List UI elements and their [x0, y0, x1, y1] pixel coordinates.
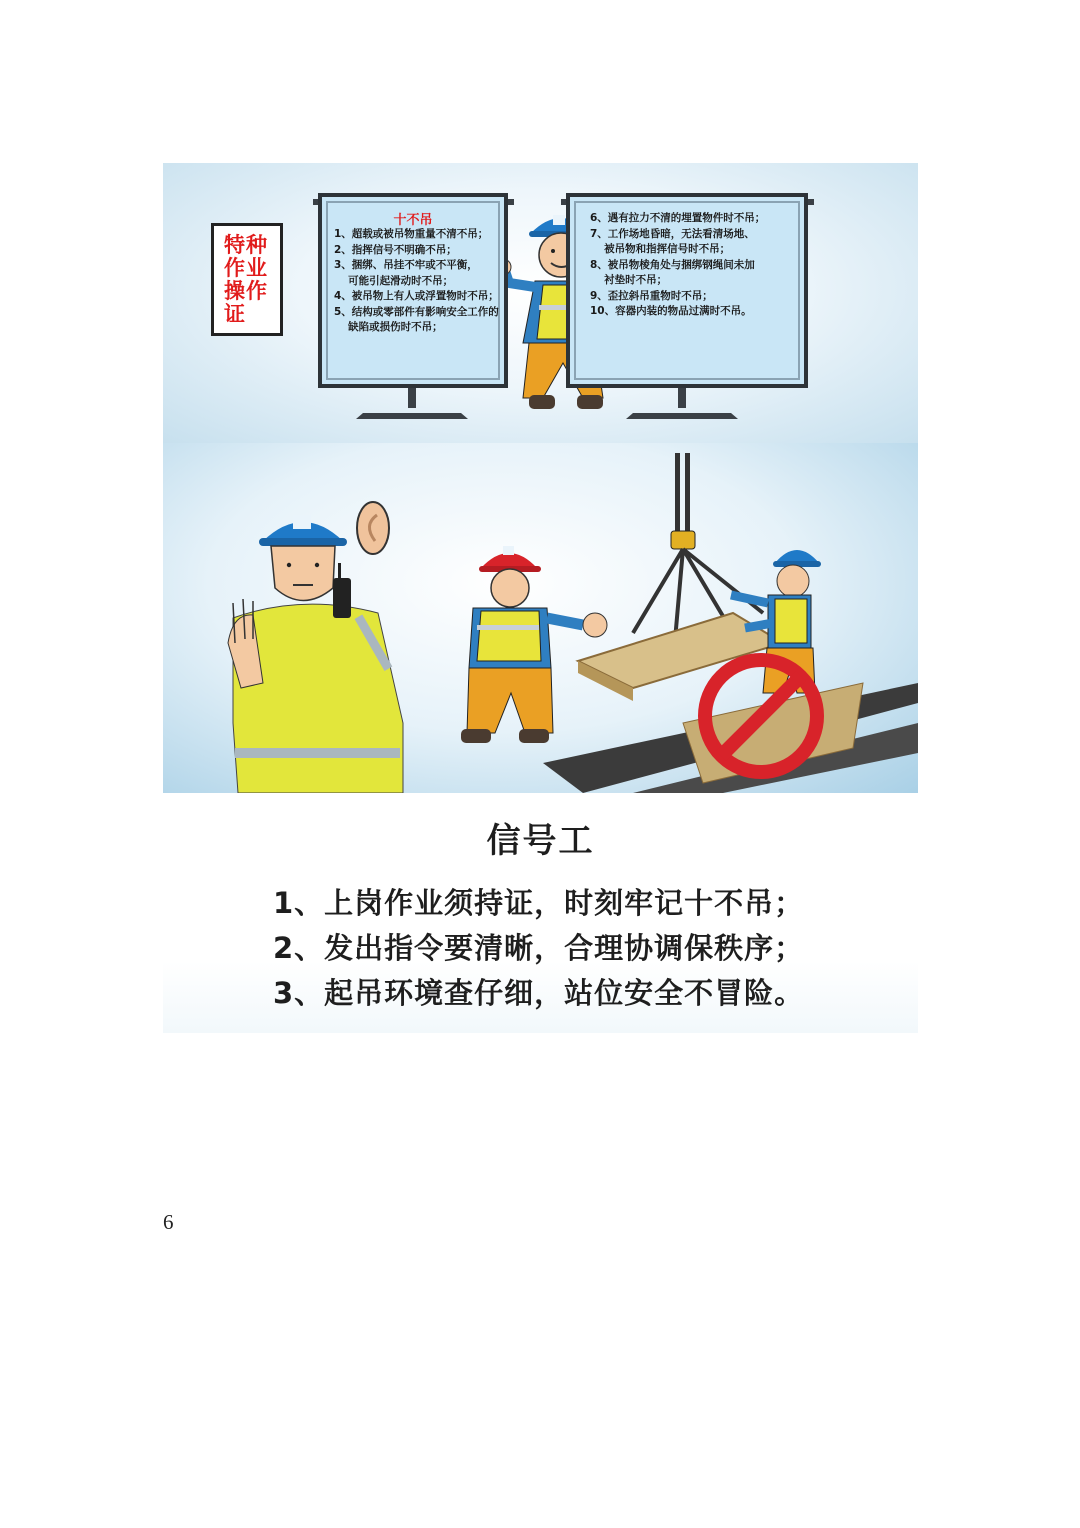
certificate-line: 特种 — [224, 233, 268, 257]
board-line: 缺陷或损伤时不吊； — [334, 321, 443, 333]
board-line: 可能引起滑动时不吊； — [334, 274, 454, 287]
ten-no-lift-board-right — [566, 193, 808, 388]
red-helmet-worker — [461, 546, 607, 743]
certificate-line: 操作 — [224, 279, 268, 303]
rule-line: 1、上岗作业须持证，时刻牢记十不吊； — [273, 886, 805, 920]
board-line: 9、歪拉斜吊重物时不吊； — [590, 289, 713, 302]
certificate-line: 作业 — [224, 256, 268, 280]
board-line: 2、指挥信号不明确不吊； — [334, 243, 457, 256]
board-line: 衬垫时不吊； — [590, 274, 668, 286]
board-line: 4、被吊物上有人或浮置物时不吊； — [334, 290, 499, 302]
board-line: 8、被吊物棱角处与捆绑钢绳间未加 — [590, 258, 755, 271]
board-line: 被吊物和指挥信号时不吊； — [590, 243, 731, 255]
board-line: 10、容器内装的物品过满时不吊。 — [590, 305, 752, 317]
special-operation-certificate — [211, 223, 283, 336]
safety-poster — [163, 163, 918, 1033]
board-line: 1、超载或被吊物重量不清不吊； — [334, 228, 489, 240]
signal-worker-rules — [273, 881, 804, 1016]
board-title: 十不吊 — [393, 213, 433, 228]
board-line: 3、捆绑、吊挂不牢或不平衡， — [334, 259, 478, 271]
board-line: 6、遇有拉力不清的埋置物件时不吊； — [590, 212, 766, 224]
board-line: 7、工作场地昏暗，无法看清场地、 — [590, 227, 755, 240]
page-number: 6 — [163, 1210, 174, 1234]
ten-no-lift-board-left — [318, 193, 508, 388]
rule-line: 3、起吊环境查仔细，站位安全不冒险。 — [273, 976, 805, 1010]
certificate-line: 证 — [224, 302, 246, 326]
board-line: 5、结构或零部件有影响安全工作的 — [334, 305, 499, 318]
rule-line: 2、发出指令要清晰，合理协调保秩序； — [273, 931, 805, 965]
poster-heading: 信号工 — [486, 821, 595, 861]
board-rules-right — [590, 211, 765, 320]
board-rules-left — [334, 227, 499, 336]
ear-icon — [357, 502, 389, 554]
signal-worker — [228, 502, 403, 793]
